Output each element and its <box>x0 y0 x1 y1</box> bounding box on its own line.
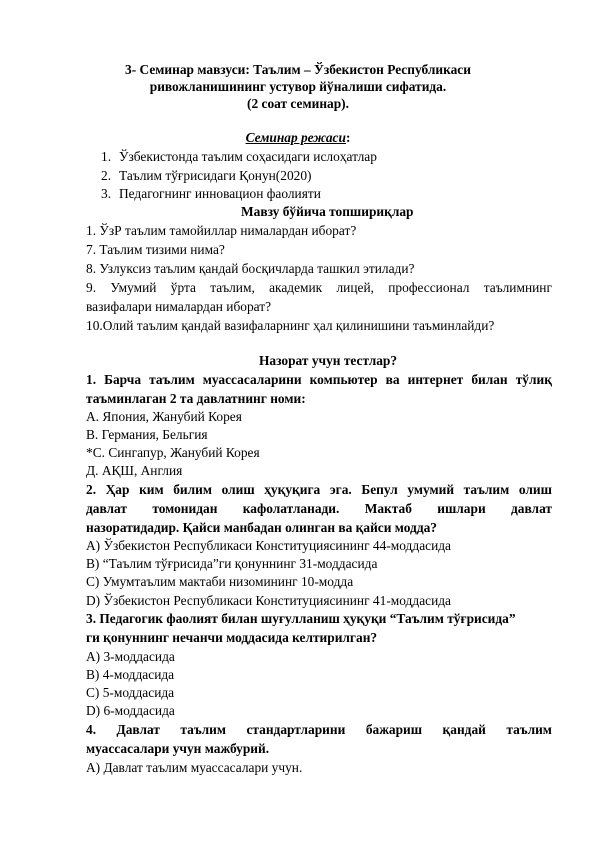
task-item-8: 8. Узлуксиз таълим қандай босқичларда ташкил этилади? <box>86 261 415 276</box>
q3-option-a: A) 3-моддасида <box>86 649 175 664</box>
q2-word: олиш <box>221 482 255 497</box>
q2-word: таълим <box>463 482 510 497</box>
q1-option-d: Д. АҚШ, Англия <box>86 463 183 478</box>
q2-word: ҳуқуқига <box>264 482 321 497</box>
task-9-word: таълимнинг <box>483 280 552 295</box>
q4-word: таълим <box>180 722 226 737</box>
task-9-word: профессионал <box>388 280 470 295</box>
task-9-word: 9. <box>86 280 97 295</box>
q2-word: давлат <box>511 501 552 516</box>
q2-word: ишлари <box>437 501 486 516</box>
q2-word: Бепул <box>361 482 398 497</box>
task-9-word: лицей, <box>336 280 374 295</box>
q4-line-2: муассасалари учун мажбурий. <box>86 741 270 756</box>
q2-word: эга. <box>329 482 352 497</box>
q2-option-d: D) Ўзбекистон Республикаси Конституциясининг 41-моддасида <box>86 593 451 608</box>
q2-word: 2. <box>86 482 97 497</box>
q1-word: муассасаларини <box>202 372 302 387</box>
q1-word: 1. <box>86 372 97 387</box>
q1-word: билан <box>471 372 508 387</box>
q2-word: олиш <box>518 482 552 497</box>
plan-item-2-text: Таълим тўғрисидаги Қонун(2020) <box>119 168 312 183</box>
q4-word: таълим <box>506 722 552 737</box>
q2-line-1 <box>86 482 552 498</box>
q1-word: Барча <box>104 372 142 387</box>
q3-line-2: ги қонуннинг нечанчи моддасида келтирилган? <box>86 630 378 645</box>
q2-word: давлат <box>86 501 127 516</box>
q1-word: ва <box>385 372 400 387</box>
q4-line-1 <box>86 722 552 738</box>
q4-word: стандартларини <box>246 722 346 737</box>
plan-item-3 <box>101 186 321 202</box>
q2-word: томонидан <box>152 501 218 516</box>
q2-line-3: назоратидадир. Қайси манбадан олинган ва қайси модда? <box>86 520 437 535</box>
plan-item-3-text: Педагогнинг инновацион фаолияти <box>119 186 321 201</box>
task-item-1: 1. ЎзР таълим тамойиллар нималардан иборат? <box>86 223 357 238</box>
task-item-9-line-2: вазифалари нималардан иборат? <box>86 299 272 314</box>
title-line-3: (2 соат семинар). <box>247 96 349 111</box>
q2-word: билим <box>173 482 212 497</box>
q1-word: компьютер <box>309 372 378 387</box>
plan-item-1-text: Ўзбекистонда таълим соҳасидаги ислоҳатлар <box>119 149 377 164</box>
title-line-2: ривожланишининг устувор йўналиши сифатида. <box>149 79 447 94</box>
q2-option-a: A) Ўзбекистон Республикаси Конституциясининг 44-моддасида <box>86 538 451 553</box>
plan-item-1-num: 1. <box>101 149 112 164</box>
tests-heading: Назорат учун тестлар? <box>259 353 398 368</box>
q2-option-b: B) “Таълим тўғрисида”ги қонуннинг 31-моддасида <box>86 556 378 571</box>
q4-word: 4. <box>86 722 97 737</box>
task-9-word: таълим, <box>210 280 255 295</box>
q2-word: умумий <box>407 482 455 497</box>
plan-item-3-num: 3. <box>101 186 112 201</box>
q4-word: қандай <box>442 722 486 737</box>
plan-heading <box>0 130 596 146</box>
task-item-10: 10.Олий таълим қандай вазифаларнинг ҳал қилинишини таъминлайди? <box>86 318 495 333</box>
tasks-heading: Мавзу бўйича топшириқлар <box>241 204 414 219</box>
task-item-9-line-1 <box>86 280 552 296</box>
q1-option-c: *C. Сингапур, Жанубий Корея <box>86 445 260 460</box>
q2-line-2 <box>86 501 552 517</box>
q1-line-1 <box>86 372 552 388</box>
q4-word: бажариш <box>365 722 423 737</box>
q4-option-a: A) Давлат таълим муассасалари учун. <box>86 760 303 775</box>
q1-word: таълим <box>149 372 195 387</box>
q3-option-b: B) 4-моддасида <box>86 667 175 682</box>
plan-item-1 <box>101 149 377 165</box>
q1-word: тўлиқ <box>515 372 552 387</box>
q2-word: Ҳар <box>105 482 130 497</box>
q4-word: Давлат <box>116 722 160 737</box>
q1-line-2: таъминлаган 2 та давлатнинг номи: <box>86 391 306 406</box>
q1-option-a: A. Япония, Жанубий Корея <box>86 409 242 424</box>
q3-option-c: C) 5-моддасида <box>86 685 175 700</box>
task-9-word: Умумий <box>110 280 157 295</box>
plan-item-2 <box>101 168 312 184</box>
title-line-1: 3- Семинар мавзуси: Таълим – Ўзбекистон Республикаси <box>125 62 471 77</box>
q3-option-d: D) 6-моддасида <box>86 703 175 718</box>
plan-item-2-num: 2. <box>101 168 112 183</box>
q2-word: ким <box>139 482 164 497</box>
plan-heading-colon: : <box>345 130 351 145</box>
q3-line-1: 3. Педагогик фаолият билан шуғулланиш ҳуқуқи “Таълим тўғрисида” <box>86 611 516 626</box>
task-item-7: 7. Таълим тизими нима? <box>86 242 225 257</box>
plan-heading-text: Семинар режаси <box>245 130 346 145</box>
q2-word: Мактаб <box>364 501 412 516</box>
q1-word: интернет <box>407 372 464 387</box>
task-9-word: академик <box>269 280 323 295</box>
task-9-word: ўрта <box>170 280 196 295</box>
q2-option-c: C) Умумтаълим мактаби низомининг 10-модда <box>86 574 354 589</box>
q1-option-b: B. Германия, Бельгия <box>86 427 208 442</box>
q2-word: кафолатланади. <box>242 501 340 516</box>
